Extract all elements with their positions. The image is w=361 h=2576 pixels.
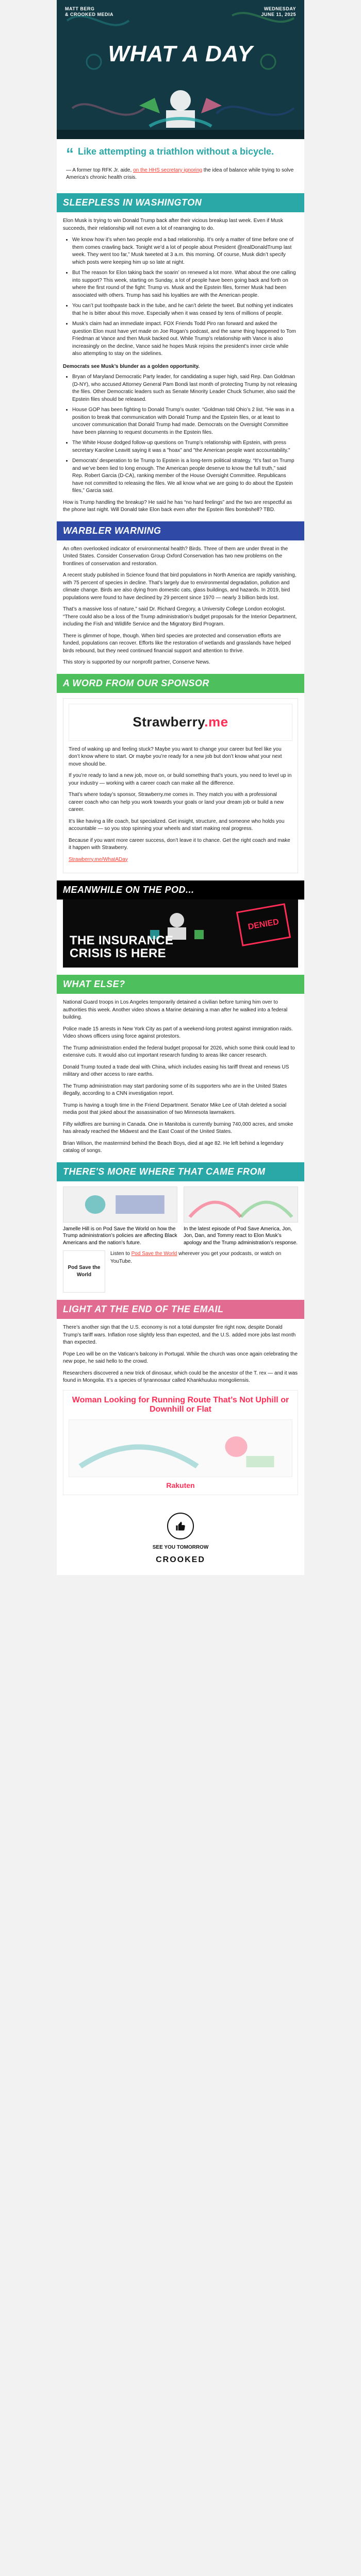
sleepless-bullet-7: • The White House dodged follow-up questions on Trump’s relationship with Epstein, with press secretary Karoline Leavitt saying it was a "hoax" and "the American people want accountability." [72,439,298,454]
quote-caption [66,167,295,181]
crooked-wordmark: CROOKED [156,1555,205,1565]
section-sleepless: SLEEPLESS IN WASHINGTON [57,193,304,212]
email-container [57,0,304,1575]
more-where-left [63,1187,177,1247]
what-else-item-3: The Trump administration ended the federal budget proposal for 2026, which some think could lead to extensive cuts. It would also cut important research funding to areas like cancer research. [63,1045,295,1058]
more-where-left-caption: Jamelle Hill is on Pod Save the World on how the Trump administration’s policies are affecting Black Americans and the nation’s future. [63,1226,177,1246]
header-date-weekday: WEDNESDAY [264,6,296,11]
sponsor-p1: Tired of waking up and feeling stuck? Maybe you want to change your career but feel like you don’t know where to start. Or maybe you’re ready for a new job but don’t know what your next move should be. [69,746,282,767]
section-more-where: THERE'S MORE WHERE THAT CAME FROM [57,1162,304,1181]
strawberry-logo-word: Strawberry [133,714,205,730]
sponsor-card [63,698,298,874]
sponsor-p3: That’s where today’s sponsor, Strawberry.me comes in. They match you with a professional career coach who can help you work towards your goals or land your dream job or build a new career. [69,792,284,812]
see-you-tomorrow: SEE YOU TOMORROW [152,1545,209,1551]
what-else-item-1: National Guard troops in Los Angeles temporarily detained a civilian before turning him over to authorities this week. Another video shows a Marine detaining a man after he walked into a federal building. [63,999,288,1020]
footer [57,1503,304,1575]
what-else-item-4: Donald Trump touted a trade deal with China, which includes easing his tariff threat and renews US military and other access to rare earths. [63,1064,289,1077]
sleepless-bullet-4: • Musk’s claim had an immediate impact. FOX Friends Todd Piro ran forward and asked the question Elon must have yet made on Joe Rogan’s podcast, and the same thing happened to Tom Friedman at Vance and then Musk backed out. While Trump’s relationship with Vance is also increasingly on the decline, Vance said he hopes Musk rejoins the president’s inner circle while also attempting to stay on the sidelines. [72,320,298,358]
header-date [261,6,296,18]
sleepless-subhead: Democrats see Musk’s blunder as a golden opportunity. [63,363,200,369]
light-end-p1: There’s another sign that the U.S. economy is not a total dumpster fire right now, despite Donald Trump’s tariff wars. Inflation rose slightly less than expected, and the U.S. added more jobs last month than expected. [63,1325,296,1345]
what-else-item-7: Fifty wildfires are burning in Canada. One in Manitoba is currently burning 740,000 acres, and smoke has already reached the Midwest and the East Coast of the United States. [63,1121,293,1134]
quote-line [66,146,295,162]
section-light-end: LIGHT AT THE END OF THE EMAIL [57,1300,304,1319]
header-author-line2: & CROOKED MEDIA [65,11,114,17]
sleepless-bullet-6: • House GOP has been fighting to Donald Trump’s ouster. “Goldman told Ohio’s 2 list. “He was in a position to break that communication with Donald Trump and the Epstein files, or at least to uncover communication that Donald Trump had made. Democrats on the Oversight Committee have been planning to request documents in the Epstein files. [72,406,298,436]
bottom-ad-image [69,1419,292,1477]
header-meta [65,6,296,18]
pod-headline [70,934,291,960]
listen-link[interactable]: Pod Save the World [131,1251,177,1257]
warbler-p4: There is glimmer of hope, though. When bird species are protected and conservation efforts are funded, populations can recover. Efforts like the restoration of wetlands and grasslands have helped birds rebound, but they need continued financial support and attention to thrive. [63,633,291,654]
sleepless-bullet-2: • But The reason for Elon taking back the soarin’ on renewed a lot more. What about the one calling into support? This week, starting on Sunday, a lot of people have been going back and forth on where the first round of the fight: Trump vs. Musk and the Epstein files, former Musk had been associated with others. Trump has said his loyalties are with the American people. [72,269,298,299]
sponsor-copy [69,741,292,864]
sleepless-closing: How is Trump handling the breakup? He said he has “no hard feelings” and the two are respectful as the phone last night. Will Donald take Elon back even after the Epstein files bombshell? TBD. [63,499,292,513]
warbler-p5: This story is supported by our nonprofit partner, Conserve News. [63,659,210,665]
what-else-content [57,994,304,1155]
what-else-item-8: Brian Wilson, the mastermind behind the Beach Boys, died at age 82. He left behind a legendary catalog of songs. [63,1140,284,1154]
header-bottom-stripe [57,130,304,139]
sleepless-bullet-1: • We know how it’s when two people end a bad relationship. It’s only a matter of time before one of them comes crawling back. Tonight we’d a lot of people about President @realDonaldTrump last week. They went too far,” Musk tweeted at 3 a.m. this morning. Of course, Musk didn’t specify which posts were keeping him up so late at night. [72,236,298,266]
more-where-bottom [57,1246,304,1293]
light-end-content [57,1319,304,1385]
quote-caption-link[interactable]: on the HHS secretary ignoring [133,167,203,173]
sleepless-bullets-2 [72,374,298,495]
header-date-day: JUNE 11, 2025 [261,11,296,17]
quote-mark-icon: “ [66,145,74,162]
sleepless-bullet-3: • You can’t put toothpaste back in the tube, and he can’t delete the tweet. But nothing yet indicates that he is bitter about this move. Especially when it was ceased by tens of millions of people. [72,302,298,317]
newsletter-title: WHAT A DAY [108,41,253,66]
sponsor-p6 [69,856,292,864]
sleepless-content [57,212,304,514]
denied-stamp: DENIED [236,903,291,946]
sleepless-bullets [72,236,298,358]
pod-save-text [110,1250,298,1265]
strawberry-logo [69,704,292,741]
header-author-line1: MATT BERG [65,6,95,11]
strawberry-logo-tld: .me [204,714,228,730]
intro-quote [57,139,304,186]
sponsor-cta-link[interactable]: Strawberry.me/WhatADay [69,856,128,862]
pod-hero [63,900,298,968]
quote-text: Like attempting a triathlon without a bicycle. [78,146,274,157]
strawberry-logo-text [133,714,228,730]
listen-suffix: wherever you get your podcasts, or watch on YouTube. [110,1251,282,1264]
more-where-right-image [184,1187,298,1223]
quote-caption-prefix: — A former top RFK Jr. aide, [66,167,134,173]
pod-save-the-world-logo: Pod Save the World [63,1250,105,1293]
header-illustration [119,77,242,134]
section-what-else: WHAT ELSE? [57,975,304,994]
sponsor-p4: It’s like having a life coach, but specialized. Get insight, structure, and someone who holds you accountable — so you stop spinning your wheels and start making real progress. [69,818,285,832]
warbler-content [57,540,304,667]
sleepless-bullet-8: • Democrats’ desperation to tie Trump to Epstein is a long-term political strategy. “It’s fast on Trump and we’ve been lied to long enough. The American people deserve to know the full truth,” said Rep. Robert Garcia (D-CA), ranking member of the House Oversight Committee. Republicans have not committed to releasing the files. We all know what we are going to do about the Epstein files,” Garcia said. [72,457,298,495]
sponsor-p5: Because if you want more career success, don’t leave it to chance. Get the right coach and make it happen with Strawberry. [69,837,290,851]
bottom-ad [63,1390,298,1496]
bottom-ad-title: Woman Looking for Running Route That’s Not Uphill or Downhill or Flat [72,1395,289,1414]
light-end-p3: Researchers discovered a new trick of dinosaur, which could be the ancestor of the T. rex — and it was found in Mongolia. It’s a species of tyrannosaur called Khankhuuluu mongoliensis. [63,1370,298,1383]
quote-caption-suffix: the idea of balance while trying to solve America’s chronic health crisis. [66,167,294,180]
section-sponsor: A WORD FROM OUR SPONSOR [57,674,304,693]
section-warbler: WARBLER WARNING [57,521,304,540]
warbler-p2: A recent study published in Science found that bird populations in North America are rapidly vanishing, with 75 percent of species in decline. That’s largely due to environmental degradation, pollution and climate change. Birds are also dying from domestic cats, glass buildings, and hazards. In 2019, bird populations were found to have declined by 29 percent since 1970 — nearly 3 billion birds lost. [63,572,297,601]
newsletter-header [57,0,304,139]
pod-save-row [63,1250,298,1293]
bottom-ad-brand-text: Rakuten [166,1481,195,1490]
pod-headline-line2: CRISIS IS HERE [70,946,166,960]
what-else-item-6: Trump is having a tough time in the Friend Department. Senator Mike Lee of Utah deleted a social media post that joked about the assassination of two Minnesota lawmakers. [63,1102,287,1115]
sleepless-lead: Elon Musk is trying to win Donald Trump back after their vicious breakup last week. Even if Musk succeeds, their relationship will not even a lot of rearranging to do. [63,218,283,231]
more-where-left-image [63,1187,177,1223]
sponsor-p2: If you’re ready to land a new job, move on, or build something that’s yours, you need to level up in your industry — working with a career coach can make all the difference. [69,773,292,786]
what-else-item-2: Police made 15 arrests in New York City as part of a weekend-long protest against immigration raids. Video shows officers using force against protestors. [63,1026,293,1039]
sleepless-bullet-5: • Bryan of Maryland Democratic Party leader, for candidating a super high, said Rep. Dan Goldman (D-NY), who accused Attorney General Pam Bondi last month of protecting Trump by not releasing the files. Other Democratic leaders such as Senate Minority Leader Chuck Schumer, also said the Epstein files should be released. [72,374,298,403]
warbler-p1: An often overlooked indicator of environmental health? Birds. Three of them are under threat in the United States. Consider Conservation Group Oxford Conservation has two new problems on the frontlines of conservation and restoration. [63,546,288,567]
header-author [65,6,113,18]
listen-prefix: Listen to [110,1251,132,1257]
thumbs-up-icon [167,1513,194,1539]
warbler-p3: That’s a massive loss of nature,” said Dr. Richard Gregory, a University College London ecologist. “There could also be a loss of the Trump administration’s budget proposals for the Interior Department, including the Fish and Wildlife Service and the Migratory Bird Program. [63,606,297,627]
pod-headline-line1: THE INSURANCE [70,933,174,947]
more-where-right [184,1187,298,1247]
more-where-columns [57,1181,304,1247]
what-else-item-5: The Trump administration may start pardoning some of its supporters who are in the United States illegally, according to a CNN investigation report. [63,1083,287,1096]
light-end-p2: Pope Leo will be on the Vatican’s balcony in Portugal. While the church was once again celebrating the new pope, he said hello to the crowd. [63,1351,298,1364]
more-where-right-caption: In the latest episode of Pod Save America, Jon, Jon, Dan, and Tommy react to Elon Musk’s apology and the Trump administration’s response. [184,1226,298,1246]
section-meanwhile: MEANWHILE ON THE POD... [57,880,304,900]
bottom-ad-brand [69,1481,292,1489]
